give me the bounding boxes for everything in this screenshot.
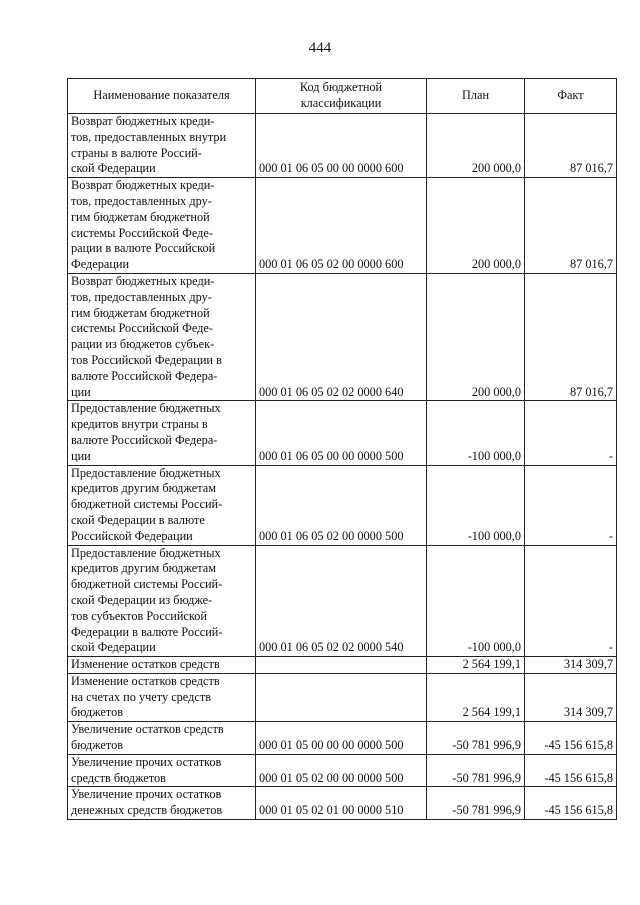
table-row bbox=[68, 114, 617, 178]
table-row bbox=[68, 273, 617, 400]
column-header-name: Наименование показателя bbox=[68, 79, 256, 114]
indicator-name-line: бюджетной системы Россий- bbox=[71, 497, 223, 512]
indicator-name-line: ской Федерации bbox=[71, 161, 156, 176]
fact-cell: 87 016,7 bbox=[525, 114, 617, 178]
plan-cell: 200 000,0 bbox=[427, 273, 525, 400]
indicator-name-line: средств бюджетов bbox=[71, 770, 166, 785]
fact-cell: - bbox=[525, 545, 617, 657]
indicator-name-line: тов субъектов Российской bbox=[71, 608, 207, 623]
indicator-name-line: тов, предоставленных дру- bbox=[71, 289, 212, 304]
fact-cell: -45 156 615,8 bbox=[525, 754, 617, 787]
indicator-name-line: Федерации bbox=[71, 257, 130, 272]
plan-cell: -100 000,0 bbox=[427, 545, 525, 657]
indicator-name-line: ции bbox=[71, 384, 91, 399]
indicator-name-line: бюджетов bbox=[71, 738, 124, 753]
fact-cell: 314 309,7 bbox=[525, 673, 617, 721]
page-number: 444 bbox=[308, 40, 332, 56]
indicator-name-line: Предоставление бюджетных bbox=[71, 401, 221, 416]
indicator-name-line: Предоставление бюджетных bbox=[71, 545, 221, 560]
indicator-name-cell bbox=[68, 465, 256, 545]
budget-code-cell: 000 01 05 02 01 00 0000 510 bbox=[256, 787, 427, 820]
plan-cell: 200 000,0 bbox=[427, 114, 525, 178]
indicator-name-line: системы Российской Феде- bbox=[71, 225, 213, 240]
fact-cell: - bbox=[525, 401, 617, 465]
fact-cell: 314 309,7 bbox=[525, 657, 617, 674]
indicator-name-line: гим бюджетам бюджетной bbox=[71, 305, 210, 320]
budget-code-cell: 000 01 05 00 00 00 0000 500 bbox=[256, 722, 427, 755]
column-header-code: Код бюджетной классификации bbox=[256, 79, 427, 114]
plan-cell: -100 000,0 bbox=[427, 401, 525, 465]
indicator-name-line: Федерации в валюте Россий- bbox=[71, 624, 223, 639]
budget-code-cell: 000 01 06 05 02 00 0000 600 bbox=[256, 178, 427, 274]
indicator-name-line: тов Российской Федерации в bbox=[71, 352, 222, 367]
table-row bbox=[68, 657, 617, 674]
plan-cell: -100 000,0 bbox=[427, 465, 525, 545]
indicator-name-cell bbox=[68, 722, 256, 755]
indicator-name-line: системы Российской Феде- bbox=[71, 321, 213, 336]
indicator-name-line: валюте Российской Федера- bbox=[71, 432, 218, 447]
indicator-name-cell bbox=[68, 787, 256, 820]
indicator-name-line: Возврат бюджетных креди- bbox=[71, 178, 215, 193]
fact-cell: 87 016,7 bbox=[525, 273, 617, 400]
plan-cell: -50 781 996,9 bbox=[427, 722, 525, 755]
indicator-name-cell bbox=[68, 673, 256, 721]
fact-cell: - bbox=[525, 465, 617, 545]
indicator-name-cell bbox=[68, 657, 256, 674]
budget-code-cell: 000 01 06 05 00 00 0000 600 bbox=[256, 114, 427, 178]
indicator-name-line: рации из бюджетов субъек- bbox=[71, 337, 215, 352]
indicator-name-line: Возврат бюджетных креди- bbox=[71, 114, 215, 128]
plan-cell: 200 000,0 bbox=[427, 178, 525, 274]
table-row bbox=[68, 178, 617, 274]
indicator-name-line: кредитов внутри страны в bbox=[71, 417, 208, 432]
indicator-name-line: рации в валюте Российской bbox=[71, 241, 216, 256]
plan-cell: 2 564 199,1 bbox=[427, 673, 525, 721]
indicator-name-line: ской Федерации из бюдже- bbox=[71, 592, 213, 607]
indicator-name-cell bbox=[68, 114, 256, 178]
indicator-name-line: гим бюджетам бюджетной bbox=[71, 209, 210, 224]
indicator-name-line: валюте Российской Федера- bbox=[71, 368, 218, 383]
indicator-name-line: ской Федерации в валюте bbox=[71, 512, 205, 527]
budget-table bbox=[67, 78, 617, 820]
indicator-name-line: бюджетов bbox=[71, 705, 124, 720]
table-row bbox=[68, 722, 617, 755]
budget-code-cell bbox=[256, 673, 427, 721]
indicator-name-line: тов, предоставленных внутри bbox=[71, 129, 227, 144]
plan-cell: 2 564 199,1 bbox=[427, 657, 525, 674]
indicator-name-line: ции bbox=[71, 448, 91, 463]
indicator-name-line: кредитов другим бюджетам bbox=[71, 481, 216, 496]
indicator-name-line: Увеличение прочих остатков bbox=[71, 754, 222, 769]
budget-code-cell bbox=[256, 657, 427, 674]
indicator-name-line: денежных средств бюджетов bbox=[71, 803, 223, 818]
table-row bbox=[68, 754, 617, 787]
budget-code-cell: 000 01 05 02 00 00 0000 500 bbox=[256, 754, 427, 787]
indicator-name-line: Увеличение остатков средств bbox=[71, 722, 224, 737]
indicator-name-line: кредитов другим бюджетам bbox=[71, 561, 216, 576]
indicator-name-cell bbox=[68, 273, 256, 400]
indicator-name-cell bbox=[68, 178, 256, 274]
table-row bbox=[68, 787, 617, 820]
indicator-name-line: бюджетной системы Россий- bbox=[71, 577, 223, 592]
plan-cell: -50 781 996,9 bbox=[427, 787, 525, 820]
indicator-name-line: Изменение остатков средств bbox=[71, 657, 220, 672]
fact-cell: -45 156 615,8 bbox=[525, 722, 617, 755]
budget-code-cell: 000 01 06 05 02 02 0000 640 bbox=[256, 273, 427, 400]
table-row bbox=[68, 401, 617, 465]
indicator-name-line: на счетах по учету средств bbox=[71, 689, 211, 704]
indicator-name-line: страны в валюте Россий- bbox=[71, 145, 202, 160]
budget-code-cell: 000 01 06 05 00 00 0000 500 bbox=[256, 401, 427, 465]
plan-cell: -50 781 996,9 bbox=[427, 754, 525, 787]
indicator-name-line: Изменение остатков средств bbox=[71, 673, 220, 688]
indicator-name-cell bbox=[68, 754, 256, 787]
indicator-name-line: Российской Федерации bbox=[71, 528, 193, 543]
indicator-name-line: ской Федерации bbox=[71, 640, 156, 655]
indicator-name-line: тов, предоставленных дру- bbox=[71, 193, 212, 208]
table-body bbox=[68, 114, 617, 820]
indicator-name-cell bbox=[68, 545, 256, 657]
table-row bbox=[68, 545, 617, 657]
indicator-name-cell bbox=[68, 401, 256, 465]
fact-cell: -45 156 615,8 bbox=[525, 787, 617, 820]
table-row bbox=[68, 465, 617, 545]
budget-code-cell: 000 01 06 05 02 02 0000 540 bbox=[256, 545, 427, 657]
table-header-row bbox=[68, 79, 617, 114]
fact-cell: 87 016,7 bbox=[525, 178, 617, 274]
indicator-name-line: Увеличение прочих остатков bbox=[71, 787, 222, 802]
budget-code-cell: 000 01 06 05 02 00 0000 500 bbox=[256, 465, 427, 545]
column-header-fact: Факт bbox=[525, 79, 617, 114]
indicator-name-line: Возврат бюджетных креди- bbox=[71, 273, 215, 288]
column-header-plan: План bbox=[427, 79, 525, 114]
indicator-name-line: Предоставление бюджетных bbox=[71, 465, 221, 480]
table-row bbox=[68, 673, 617, 721]
